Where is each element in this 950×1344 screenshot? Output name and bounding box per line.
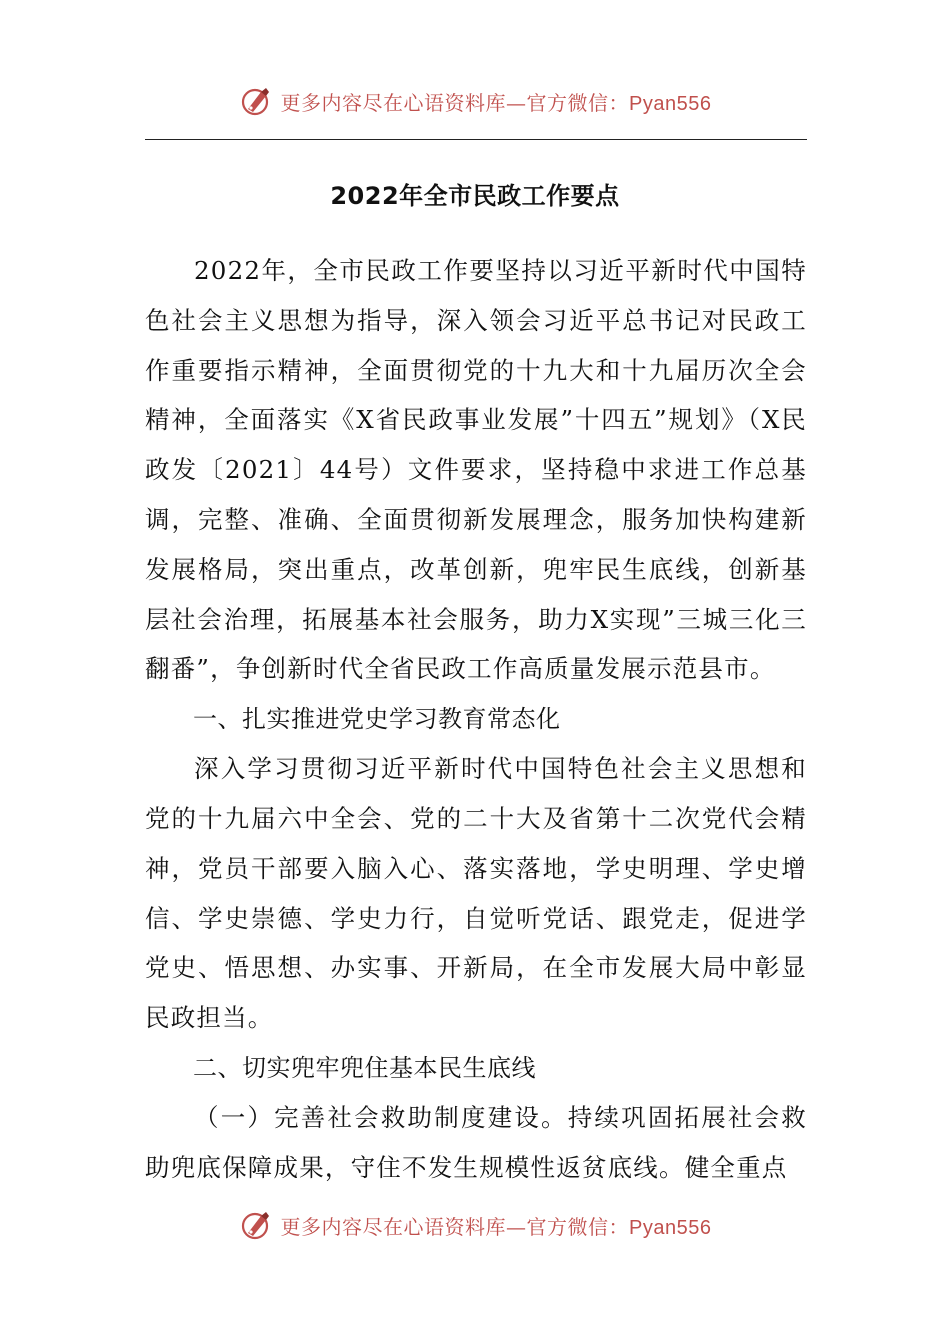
watermark-banner-bottom: [0, 1208, 950, 1242]
watermark-text: [281, 87, 712, 116]
watermark-label: 更多内容尽在心语资料库—官方微信：: [280, 1214, 630, 1239]
document-body: [145, 246, 807, 1193]
pen-nib-logo-icon: [239, 1208, 273, 1242]
header-rule: [145, 139, 807, 140]
watermark-text: [281, 1211, 712, 1240]
pen-nib-logo-icon: [239, 84, 273, 118]
section-1-heading: 一、扎实推进党史学习教育常态化: [193, 705, 561, 734]
intro-paragraph: 2022年，全市民政工作要坚持以习近平新时代中国特色社会主义思想为指导，深入领会习近平总书记对民政工作重要指示精神，全面贯彻党的十九大和十九届历次全会精神，全面落实《X省民政事业发展”十四五”规划》（X民政发〔2021〕44号）文件要求，坚持稳中求进工作总基调，完整、准确、全面贯彻新发展理念，服务加快构建新发展格局，突出重点，改革创新，兜牢民生底线，创新基层社会治理，拓展基本社会服务，助力X实现”三城三化三翻番”，争创新时代全省民政工作高质量发展示范县市。: [145, 256, 807, 684]
section-2-heading: 二、切实兜牢兜住基本民生底线: [193, 1053, 536, 1082]
watermark-banner-top: [0, 84, 950, 118]
watermark-wechat-id: Pyan556: [629, 92, 712, 115]
watermark-wechat-id: Pyan556: [629, 1216, 712, 1239]
section-1-paragraph: 深入学习贯彻习近平新时代中国特色社会主义思想和党的十九届六中全会、党的二十大及省第十二次党代会精神，党员干部要入脑入心、落实落地，学史明理、学史增信、学史崇德、学史力行，自觉听党话、跟党走，促进学党史、悟思想、办实事、开新局，在全市发展大局中彰显民政担当。: [145, 754, 807, 1033]
section-2-subsection-1: （一）完善社会救助制度建设。持续巩固拓展社会救助兜底保障成果，守住不发生规模性返贫底线。健全重点: [145, 1102, 807, 1182]
document-title: 2022年全市民政工作要点: [330, 182, 620, 210]
watermark-label: 更多内容尽在心语资料库—官方微信：: [280, 90, 630, 115]
